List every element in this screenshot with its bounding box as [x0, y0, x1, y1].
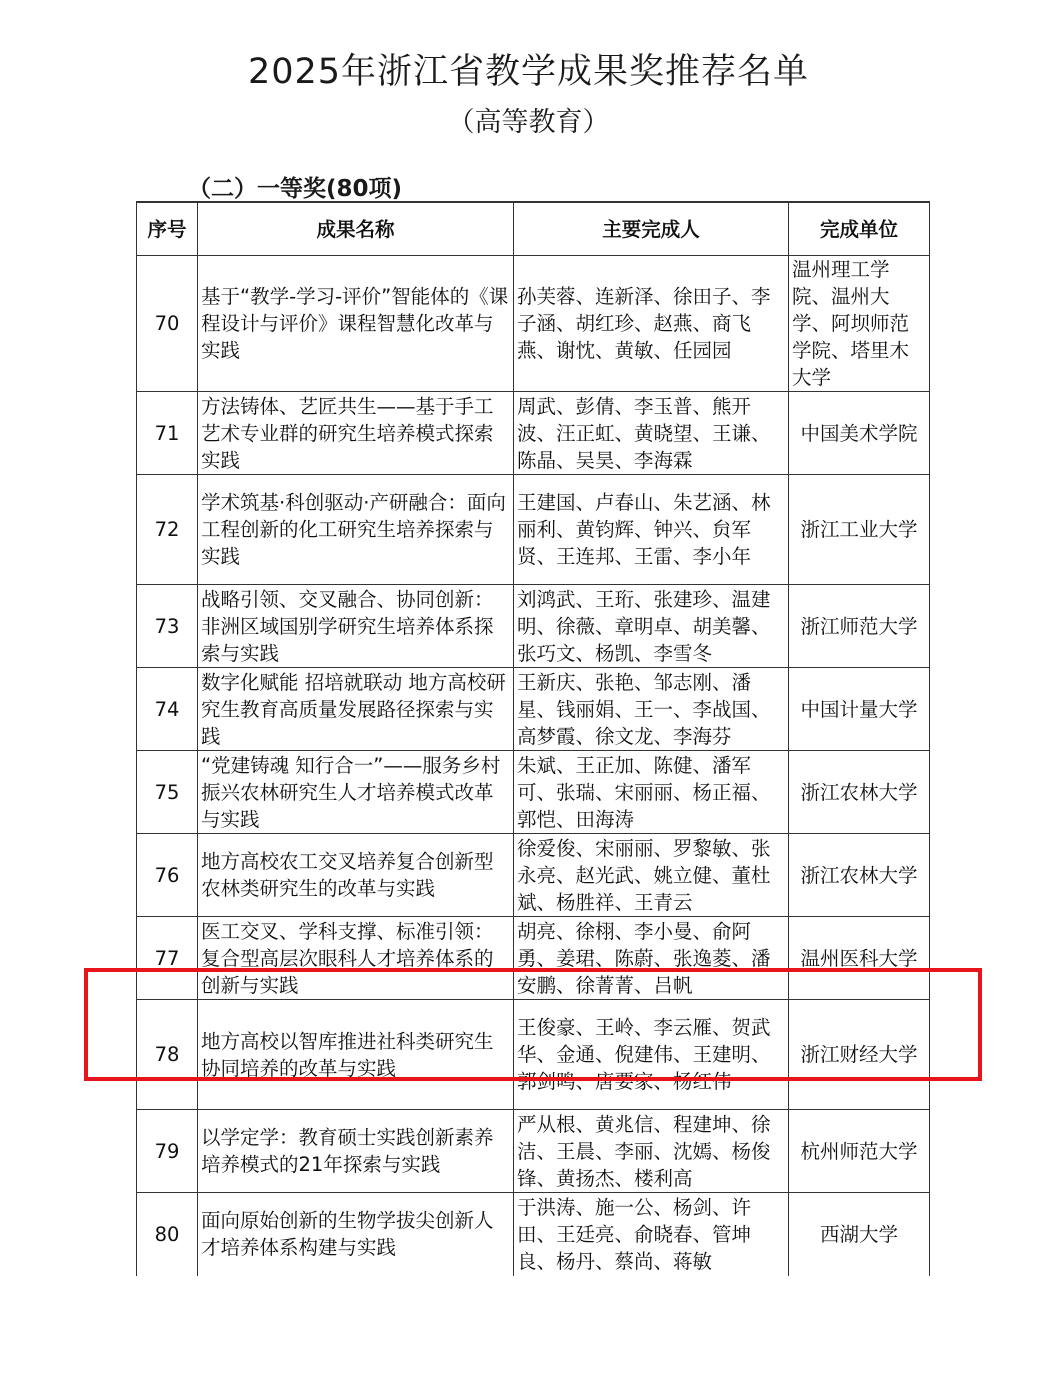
institution: 温州理工学院、温州大学、阿坝师范学院、塔里木大学: [789, 256, 930, 392]
row-number: 76: [137, 834, 198, 917]
header-people: 主要完成人: [514, 202, 789, 256]
main-contributors: 刘鸿武、王珩、张建珍、温建明、徐薇、章明卓、胡美馨、张巧文、杨凯、李雪冬: [514, 585, 789, 668]
institution: 中国计量大学: [789, 668, 930, 751]
institution: 浙江师范大学: [789, 585, 930, 668]
project-name: “党建铸魂 知行合一”——服务乡村振兴农林研究生人才培养模式改革与实践: [198, 751, 514, 834]
table-row: [137, 585, 930, 668]
award-table: [136, 201, 930, 1276]
page-subtitle: （高等教育）: [447, 107, 610, 138]
main-contributors: 王建国、卢春山、朱艺涵、林丽利、黄钧辉、钟兴、贠军贤、王连邦、王雷、李小年: [514, 475, 789, 585]
row-number: 74: [137, 668, 198, 751]
institution: 浙江农林大学: [789, 834, 930, 917]
row-number: 70: [137, 256, 198, 392]
main-contributors: 于洪涛、施一公、杨剑、许田、王廷亮、俞晓春、管坤良、杨丹、蔡尚、蒋敏: [514, 1193, 789, 1276]
institution: 浙江农林大学: [789, 751, 930, 834]
project-name: 基于“教学-学习-评价”智能体的《课程设计与评价》课程智慧化改革与实践: [198, 256, 514, 392]
project-name: 战略引领、交叉融合、协同创新：非洲区域国别学研究生培养体系探索与实践: [198, 585, 514, 668]
row-number: 73: [137, 585, 198, 668]
header-no: 序号: [137, 202, 198, 256]
institution: 西湖大学: [789, 1193, 930, 1276]
section-heading: （二）一等奖(80项): [188, 176, 403, 202]
project-name: 医工交叉、学科支撑、标准引领：复合型高层次眼科人才培养体系的创新与实践: [198, 917, 514, 1000]
table-row: [137, 751, 930, 834]
main-contributors: 周武、彭倩、李玉普、熊开波、汪正虹、黄晓望、王谦、陈晶、吴昊、李海霖: [514, 392, 789, 475]
project-name: 方法铸体、艺匠共生——基于手工艺术专业群的研究生培养模式探索实践: [198, 392, 514, 475]
main-contributors: 朱斌、王正加、陈健、潘军可、张瑞、宋丽丽、杨正福、郭恺、田海涛: [514, 751, 789, 834]
project-name: 面向原始创新的生物学拔尖创新人才培养体系构建与实践: [198, 1193, 514, 1276]
main-contributors: 王俊豪、王岭、李云雁、贺武华、金通、倪建伟、王建明、郭剑鸣、唐要家、杨红伟: [514, 1000, 789, 1110]
institution: 杭州师范大学: [789, 1110, 930, 1193]
main-contributors: 王新庆、张艳、邹志刚、潘星、钱丽娟、王一、李战国、高梦霞、徐文龙、李海芬: [514, 668, 789, 751]
institution: 温州医科大学: [789, 917, 930, 1000]
main-contributors: 孙芙蓉、连新泽、徐田子、李子涵、胡红珍、赵燕、商飞燕、谢忱、黄敏、任园园: [514, 256, 789, 392]
row-number: 72: [137, 475, 198, 585]
project-name: 地方高校农工交叉培养复合创新型农林类研究生的改革与实践: [198, 834, 514, 917]
table-row: [137, 834, 930, 917]
table-header-row: [137, 202, 930, 256]
row-number: 71: [137, 392, 198, 475]
row-number: 79: [137, 1110, 198, 1193]
table-row: [137, 392, 930, 475]
table-row: [137, 475, 930, 585]
project-name: 学术筑基·科创驱动·产研融合：面向工程创新的化工研究生培养探索与实践: [198, 475, 514, 585]
main-contributors: 徐爱俊、宋丽丽、罗黎敏、张永亮、赵光武、姚立健、董杜斌、杨胜祥、王青云: [514, 834, 789, 917]
row-number: 77: [137, 917, 198, 1000]
table-row: [137, 256, 930, 392]
row-number: 75: [137, 751, 198, 834]
row-number: 78: [137, 1000, 198, 1110]
header-unit: 完成单位: [789, 202, 930, 256]
project-name: 地方高校以智库推进社科类研究生协同培养的改革与实践: [198, 1000, 514, 1110]
page-title: 2025年浙江省教学成果奖推荐名单: [247, 52, 810, 92]
main-contributors: 胡亮、徐栩、李小曼、俞阿勇、姜珺、陈蔚、张逸菱、潘安鹏、徐菁菁、吕帆: [514, 917, 789, 1000]
header-name: 成果名称: [198, 202, 514, 256]
table-row: [137, 1193, 930, 1276]
row-number: 80: [137, 1193, 198, 1276]
institution: 浙江工业大学: [789, 475, 930, 585]
table-row: [137, 1110, 930, 1193]
highlight-box: [84, 968, 982, 1081]
table-row: [137, 668, 930, 751]
main-contributors: 严从根、黄兆信、程建坤、徐洁、王晨、李丽、沈嫣、杨俊锋、黄扬杰、楼利高: [514, 1110, 789, 1193]
project-name: 数字化赋能 招培就联动 地方高校研究生教育高质量发展路径探索与实践: [198, 668, 514, 751]
institution: 浙江财经大学: [789, 1000, 930, 1110]
project-name: 以学定学：教育硕士实践创新素养培养模式的21年探索与实践: [198, 1110, 514, 1193]
institution: 中国美术学院: [789, 392, 930, 475]
